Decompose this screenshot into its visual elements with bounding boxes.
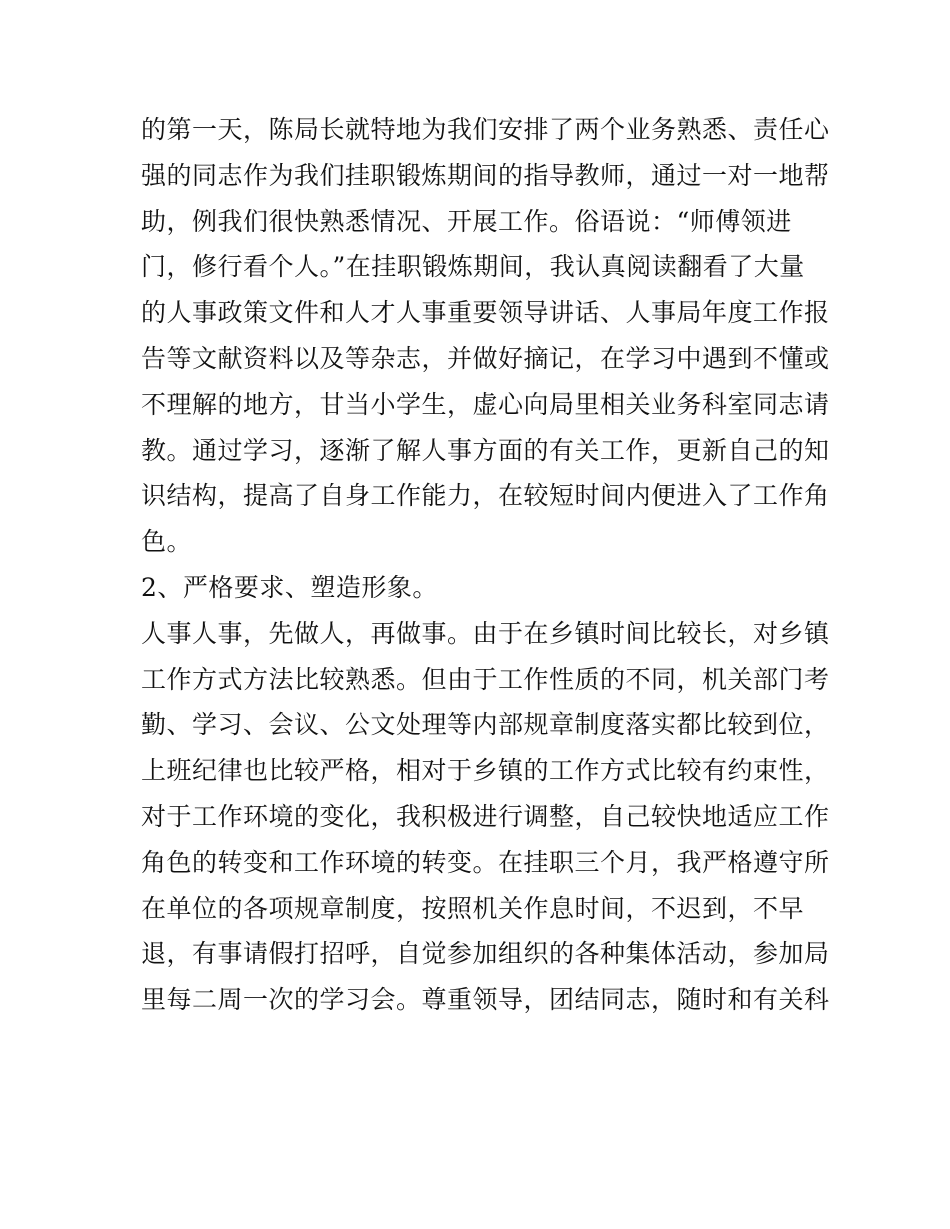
text-line: 上班纪律也比较严格，相对于乡镇的工作方式比较有约束性， bbox=[141, 756, 830, 786]
text-line: 助，例我们很快熟悉情况、开展工作。俗语说：“师傅领进 bbox=[141, 206, 792, 236]
text-line: 对于工作环境的变化，我积极进行调整，自己较快地适应工作 bbox=[141, 801, 830, 831]
text-line: 不理解的地方，甘当小学生，虚心向局里相关业务科室同志请 bbox=[141, 389, 830, 419]
text-line: 色。 bbox=[141, 527, 193, 557]
text-line: 勤、学习、会议、公文处理等内部规章制度落实都比较到位， bbox=[141, 710, 830, 740]
text-line: 的第一天，陈局长就特地为我们安排了两个业务熟悉、责任心 bbox=[141, 115, 830, 144]
body-text bbox=[141, 107, 830, 1023]
text-line: 告等文献资料以及等杂志，并做好摘记，在学习中遇到不懂或 bbox=[141, 343, 830, 373]
text-line: 强的同志作为我们挂职锻炼期间的指导教师，通过一对一地帮 bbox=[141, 160, 830, 190]
text-line: 里每二周一次的学习会。尊重领导，团结同志，随时和有关科 bbox=[141, 985, 830, 1015]
text-line: 退，有事请假打招呼，自觉参加组织的各种集体活动，参加局 bbox=[141, 939, 830, 969]
text-line: 角色的转变和工作环境的转变。在挂职三个月，我严格遵守所 bbox=[141, 847, 830, 877]
text-line: 在单位的各项规章制度，按照机关作息时间，不迟到，不早 bbox=[141, 893, 805, 923]
text-line: 教。通过学习，逐渐了解人事方面的有关工作，更新自己的知 bbox=[141, 435, 830, 465]
section-heading: 2、严格要求、塑造形象。 bbox=[141, 572, 438, 602]
text-line: 门，修行看个人。”在挂职锻炼期间，我认真阅读翻看了大量 bbox=[141, 252, 805, 282]
text-line: 识结构，提高了自身工作能力，在较短时间内便进入了工作角 bbox=[141, 481, 830, 511]
text-line: 工作方式方法比较熟悉。但由于工作性质的不同，机关部门考 bbox=[141, 664, 830, 694]
text-line: 的人事政策文件和人才人事重要领导讲话、人事局年度工作报 bbox=[141, 298, 830, 328]
text-line: 人事人事，先做人，再做事。由于在乡镇时间比较长，对乡镇 bbox=[141, 618, 830, 648]
